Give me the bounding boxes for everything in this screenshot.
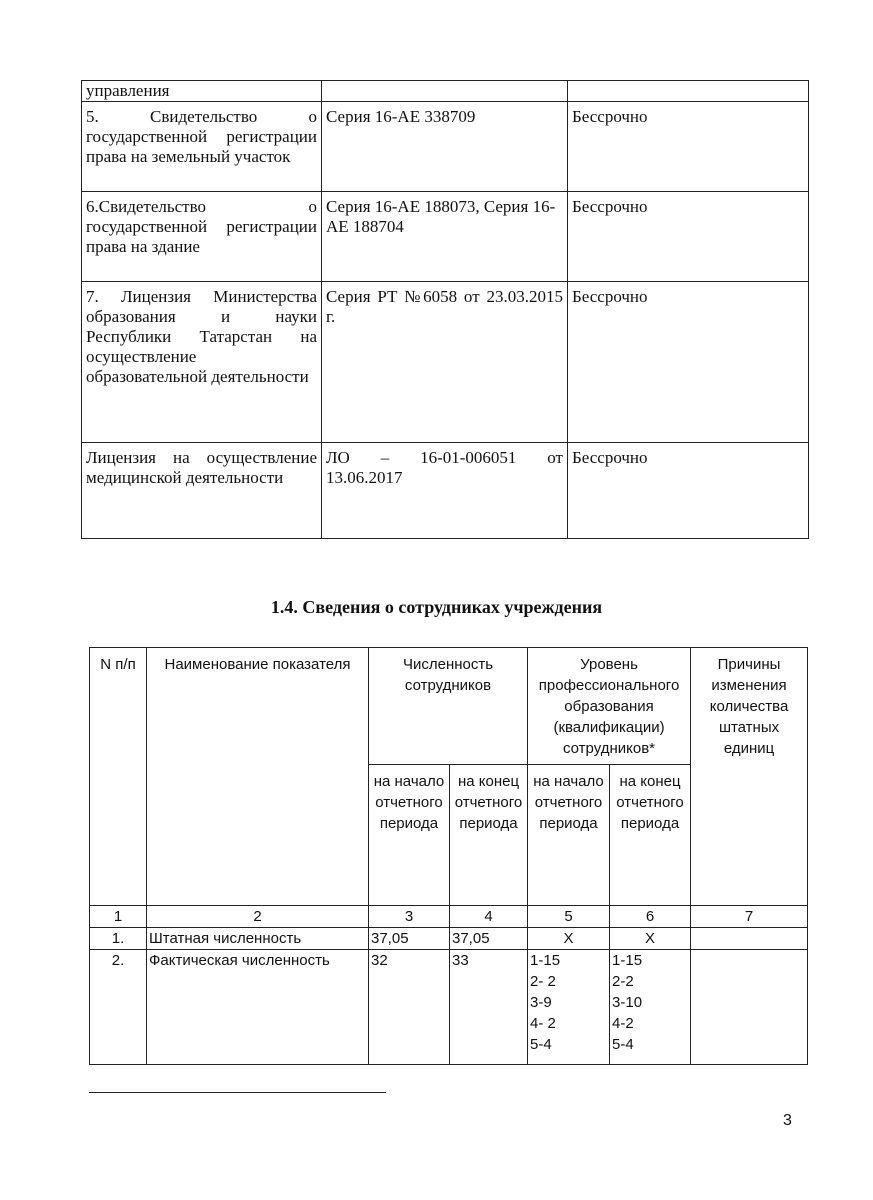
level-line: 4- 2 (530, 1015, 556, 1032)
document-name: 7. Лицензия Министерства образования и науки Республики Татарстан на осуществление образовательной деятельности (82, 282, 322, 443)
header-level: Уровень профессионального образования (квалификации) сотрудников* (528, 648, 691, 765)
header-count: Численность сотрудников (369, 648, 528, 765)
table-row (82, 81, 809, 102)
document-number: ЛО – 16-01-006051 от 13.06.2017 (322, 443, 568, 539)
row-count-start: 37,05 (369, 928, 450, 950)
document-validity (568, 81, 809, 102)
document-name: Лицензия на осуществление медицинской деятельности (82, 443, 322, 539)
document-validity: Бессрочно (568, 443, 809, 539)
row-level-end (610, 950, 691, 1065)
document-name: 6.Свидетельство о государственной регистрации права на здание (82, 192, 322, 282)
document-validity: Бессрочно (568, 192, 809, 282)
footnote-separator (89, 1092, 386, 1093)
document-number: Серия 16-АЕ 338709 (322, 102, 568, 192)
header-level-start: на начало отчетного периода (528, 765, 610, 906)
document-validity: Бессрочно (568, 102, 809, 192)
row-num: 1. (90, 928, 147, 950)
documents-table (81, 80, 809, 539)
header-level-end: на конец отчетного периода (610, 765, 691, 906)
row-count-end: 33 (450, 950, 528, 1065)
column-numbers-row (90, 906, 808, 928)
header-count-end: на конец отчетного периода (450, 765, 528, 906)
row-level-end: Х (610, 928, 691, 950)
level-line: 5-4 (612, 1036, 634, 1053)
row-reasons (691, 928, 808, 950)
column-number: 3 (369, 906, 450, 928)
section-heading: 1.4. Сведения о сотрудниках учреждения (270, 597, 603, 617)
header-count-start: на начало отчетного периода (369, 765, 450, 906)
row-count-start: 32 (369, 950, 450, 1065)
document-name: 5. Свидетельство о государственной регистрации права на земельный участок (82, 102, 322, 192)
level-line: 3-9 (530, 994, 552, 1011)
row-level-start (528, 950, 610, 1065)
header-reasons: Причины изменения количества штатных единиц (691, 648, 808, 906)
table-row (82, 102, 809, 192)
level-line: 1-15 (530, 952, 561, 969)
column-number: 4 (450, 906, 528, 928)
table-row (82, 282, 809, 443)
row-reasons (691, 950, 808, 1065)
table-row (82, 192, 809, 282)
level-line: 2- 2 (530, 973, 556, 990)
column-number: 2 (147, 906, 369, 928)
level-line: 5-4 (530, 1036, 552, 1053)
table-row (82, 443, 809, 539)
level-line: 1-15 (612, 952, 643, 969)
header-num: N п/п (90, 648, 147, 906)
document-number: Серия 16-АЕ 188073, Серия 16-АЕ 188704 (322, 192, 568, 282)
table-row (90, 928, 808, 950)
row-num: 2. (90, 950, 147, 1065)
staff-table (89, 647, 808, 1065)
page-number: 3 (783, 1112, 792, 1129)
column-number: 1 (90, 906, 147, 928)
row-name: Фактическая численность (147, 950, 369, 1065)
row-count-end: 37,05 (450, 928, 528, 950)
level-line: 4-2 (612, 1015, 634, 1032)
document-validity: Бессрочно (568, 282, 809, 443)
column-number: 5 (528, 906, 610, 928)
column-number: 6 (610, 906, 691, 928)
row-level-start: Х (528, 928, 610, 950)
document-number: Серия РТ №6058 от 23.03.2015 г. (322, 282, 568, 443)
document-name: управления (82, 81, 322, 102)
row-name: Штатная численность (147, 928, 369, 950)
table-header-row (90, 648, 808, 765)
level-line: 3-10 (612, 994, 643, 1011)
level-line: 2-2 (612, 973, 634, 990)
document-number (322, 81, 568, 102)
column-number: 7 (691, 906, 808, 928)
header-name: Наименование показателя (147, 648, 369, 906)
table-row (90, 950, 808, 1065)
